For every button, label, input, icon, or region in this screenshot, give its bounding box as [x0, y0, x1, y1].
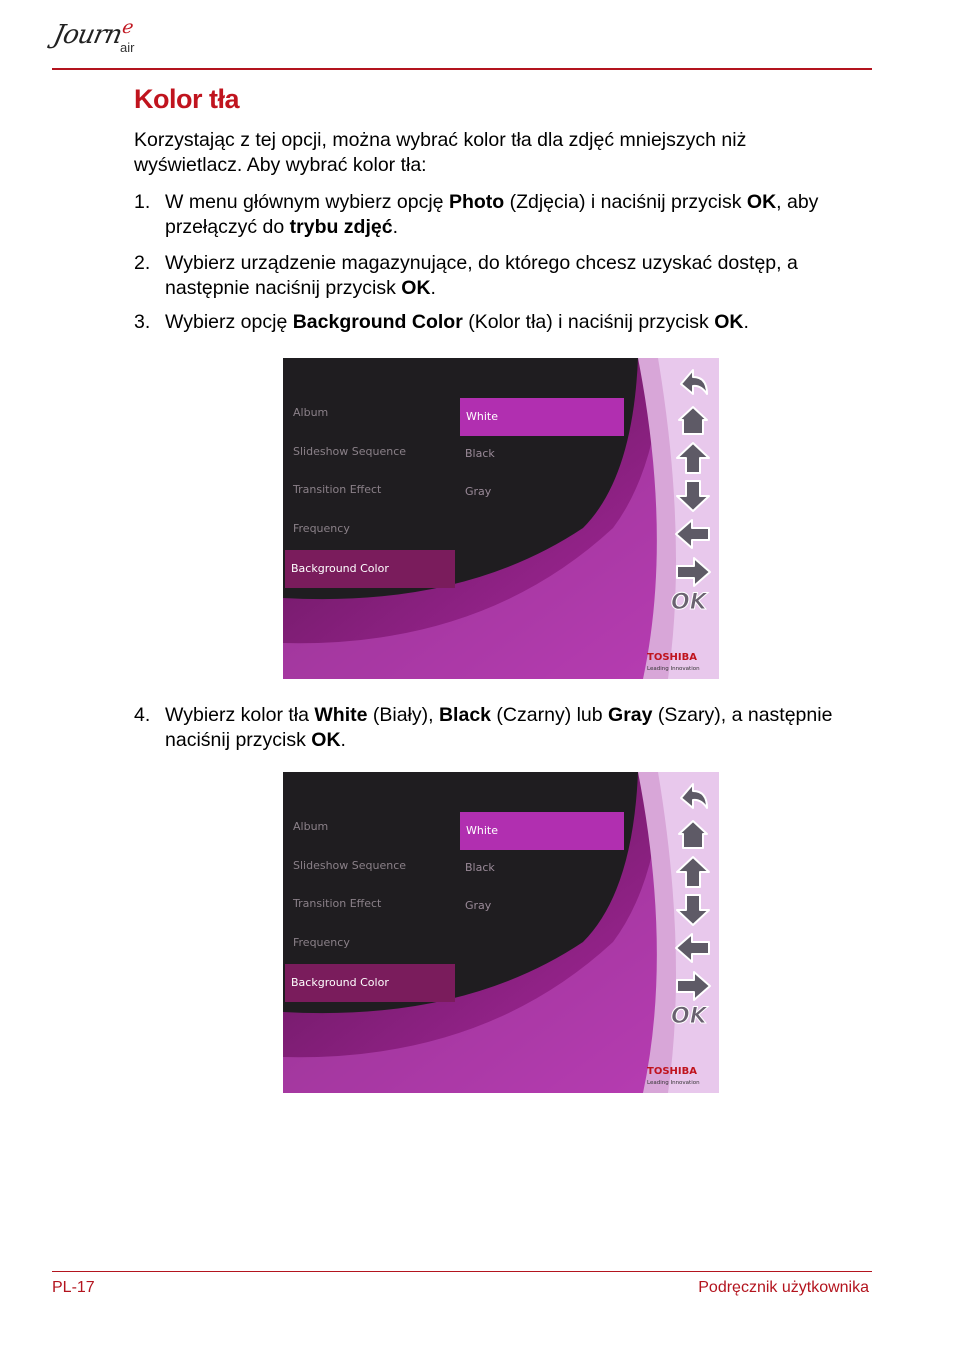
toshiba-logo: TOSHIBA [647, 1066, 697, 1077]
menu-item-slideshow-sequence[interactable]: Slideshow Sequence [293, 445, 407, 458]
step-text [165, 703, 875, 753]
up-arrow-icon[interactable] [673, 440, 713, 476]
step-plain-text: (Zdjęcia) i naciśnij przycisk [504, 191, 747, 213]
step-bold-text: Gray [608, 704, 653, 726]
page-title: Kolor tła [134, 84, 240, 114]
option-black[interactable]: Black [465, 861, 495, 874]
step-bold-text: trybu zdjęć [289, 216, 393, 238]
ok-button[interactable]: OK [671, 590, 707, 615]
menu-item-frequency[interactable]: Frequency [293, 936, 350, 949]
step-plain-text: . [392, 216, 398, 238]
step-plain-text: W menu głównym wybierz opcję [165, 191, 449, 213]
journe-air-logo [50, 10, 150, 66]
menu-item-background-color[interactable]: Background Color [285, 964, 455, 1002]
step-bold-text: Photo [448, 191, 505, 213]
logo-text: Journ$^e$ [50, 17, 135, 50]
step-plain-text: (Kolor tła) i naciśnij przycisk [462, 311, 715, 333]
right-arrow-icon[interactable] [673, 968, 713, 1004]
header-rule [52, 68, 872, 70]
manual-title: Podręcznik użytkownika [698, 1279, 869, 1296]
step-plain-text: . [340, 729, 346, 751]
left-arrow-icon[interactable] [673, 516, 713, 552]
screenshot-color-options [283, 772, 719, 1093]
menu-item-album[interactable]: Album [293, 820, 329, 833]
back-arrow-icon[interactable] [673, 778, 713, 814]
step-number: 4. [134, 704, 151, 726]
menu-item-slideshow-sequence[interactable]: Slideshow Sequence [293, 859, 407, 872]
step-plain-text: , aby przełączyć do [165, 191, 819, 238]
menu-item-transition-effect[interactable]: Transition Effect [293, 483, 382, 496]
menu-item-background-color[interactable]: Background Color [285, 550, 455, 588]
step-bold-text: OK [311, 729, 341, 751]
step-plain-text: . [743, 311, 749, 333]
step-bold-text: OK [714, 311, 744, 333]
option-gray[interactable]: Gray [465, 485, 492, 498]
step-bold-text: White [314, 704, 368, 726]
up-arrow-icon[interactable] [673, 854, 713, 890]
footer-rule [52, 1271, 872, 1272]
home-icon[interactable] [673, 816, 713, 852]
down-arrow-icon[interactable] [673, 478, 713, 514]
menu-item-frequency[interactable]: Frequency [293, 522, 350, 535]
step-bold-text: Black [438, 704, 492, 726]
down-arrow-icon[interactable] [673, 892, 713, 928]
step-bold-text: OK [746, 191, 777, 213]
brand-tagline: Leading Innovation [647, 666, 700, 672]
step-plain-text: . [430, 277, 436, 299]
logo-accent-letter: e [120, 17, 135, 38]
step-text [165, 251, 875, 301]
left-arrow-icon[interactable] [673, 930, 713, 966]
brand-tagline: Leading Innovation [647, 1080, 700, 1086]
back-arrow-icon[interactable] [673, 364, 713, 400]
step-text [165, 190, 875, 240]
step-plain-text: (Czarny) lub [491, 704, 609, 726]
ok-button[interactable]: OK [671, 1004, 707, 1029]
step-number: 1. [134, 191, 151, 213]
step-bold-text: OK [401, 277, 431, 299]
step-plain-text: (Szary), a następnie naciśnij przycisk [165, 704, 833, 751]
option-black[interactable]: Black [465, 447, 495, 460]
menu-item-transition-effect[interactable]: Transition Effect [293, 897, 382, 910]
logo-subtext: air [120, 40, 135, 55]
menu-item-album[interactable]: Album [293, 406, 329, 419]
step-plain-text: Wybierz kolor tła [165, 704, 315, 726]
step-number: 3. [134, 311, 151, 333]
step-number: 2. [134, 252, 151, 274]
step-plain-text: Wybierz opcję [165, 311, 293, 333]
step-plain-text: Wybierz urządzenie magazynujące, do którego chcesz uzyskać dostęp, a następnie naciśnij przycisk [165, 252, 798, 299]
home-icon[interactable] [673, 402, 713, 438]
option-white[interactable]: White [460, 398, 624, 436]
right-arrow-icon[interactable] [673, 554, 713, 590]
page-number: PL-17 [52, 1279, 95, 1296]
step-plain-text: (Biały), [367, 704, 439, 726]
option-white[interactable]: White [460, 812, 624, 850]
screenshot-background-color-menu [283, 358, 719, 679]
step-bold-text: Background Color [292, 311, 463, 333]
step-text [165, 310, 875, 335]
intro-paragraph: Korzystając z tej opcji, można wybrać kolor tła dla zdjęć mniejszych niż wyświetlacz. Aby wybrać kolor tła: [134, 129, 747, 176]
option-gray[interactable]: Gray [465, 899, 492, 912]
toshiba-logo: TOSHIBA [647, 652, 697, 663]
